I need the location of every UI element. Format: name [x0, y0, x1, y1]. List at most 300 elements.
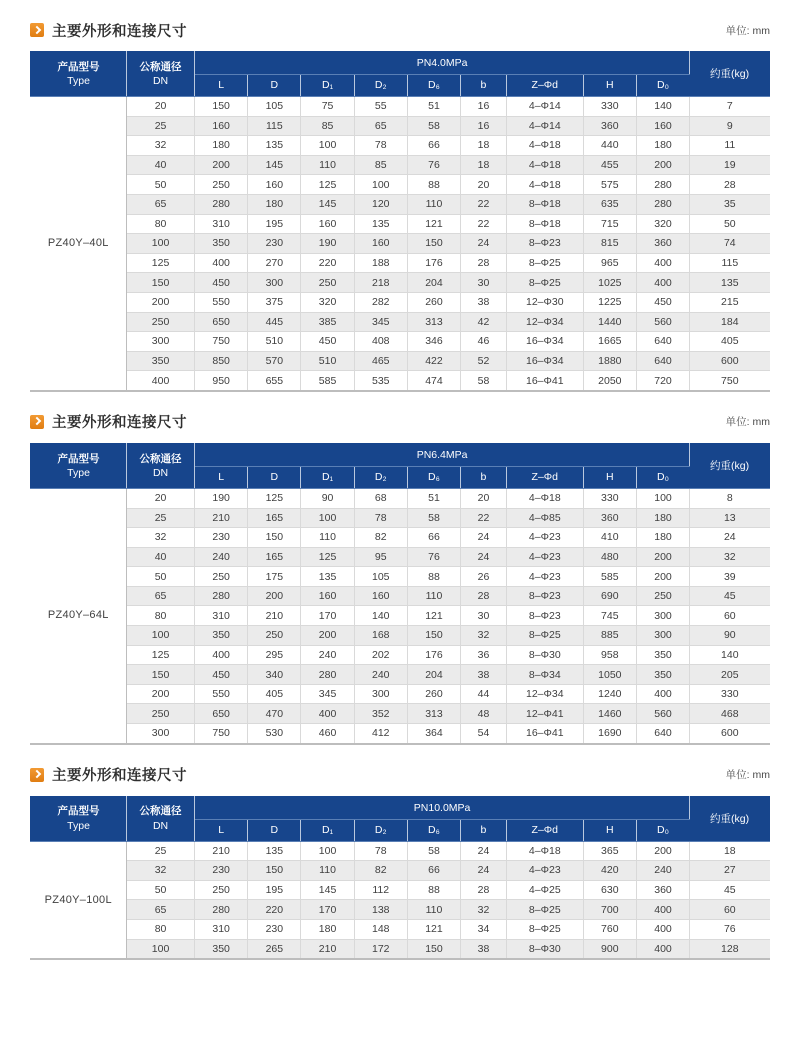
- table-head: [31, 796, 770, 841]
- cell-value: 28: [461, 586, 507, 606]
- cell-value: 190: [301, 234, 354, 254]
- header-type-en: Type: [67, 819, 90, 832]
- cell-dn: 40: [127, 155, 195, 175]
- cell-value: 240: [636, 861, 689, 881]
- cell-value: 204: [407, 273, 460, 293]
- cell-value: 360: [636, 880, 689, 900]
- cell-value: 400: [636, 253, 689, 273]
- cell-value: 175: [248, 567, 301, 587]
- cell-value: 8: [690, 488, 770, 508]
- cell-dn: 100: [127, 626, 195, 646]
- cell-dn: 150: [127, 273, 195, 293]
- cell-dn: 80: [127, 214, 195, 234]
- cell-value: 8–Φ30: [506, 645, 583, 665]
- cell-value: 510: [248, 332, 301, 352]
- cell-value: 95: [354, 547, 407, 567]
- header-table-spacer: [30, 436, 770, 443]
- cell-value: 135: [248, 841, 301, 861]
- cell-value: 640: [636, 724, 689, 743]
- table-row: [31, 488, 770, 508]
- cell-value: 8–Φ25: [506, 900, 583, 920]
- cell-value: 32: [461, 626, 507, 646]
- cell-value: 210: [195, 508, 248, 528]
- cell-value: 4–Φ23: [506, 861, 583, 881]
- table-row: [31, 194, 770, 214]
- cell-value: 100: [636, 488, 689, 508]
- cell-value: 11: [690, 136, 770, 156]
- cell-value: 150: [407, 234, 460, 254]
- cell-value: 50: [690, 214, 770, 234]
- cell-value: 400: [636, 920, 689, 940]
- header-dim-8: D₀: [636, 819, 689, 841]
- cell-value: 32: [461, 900, 507, 920]
- table-row: [31, 155, 770, 175]
- cell-value: 330: [690, 684, 770, 704]
- cell-value: 190: [195, 488, 248, 508]
- cell-value: 150: [195, 97, 248, 117]
- cell-value: 8–Φ25: [506, 626, 583, 646]
- cell-dn: 25: [127, 116, 195, 136]
- chevron-right-icon: [30, 23, 44, 37]
- cell-value: 230: [195, 861, 248, 881]
- cell-value: 1050: [583, 665, 636, 685]
- cell-value: 28: [690, 175, 770, 195]
- header-weight: 约重(kg): [690, 796, 770, 841]
- cell-value: 20: [461, 488, 507, 508]
- cell-value: 350: [195, 234, 248, 254]
- cell-value: 90: [690, 626, 770, 646]
- cell-value: 44: [461, 684, 507, 704]
- dimensions-table: [30, 51, 770, 390]
- cell-value: 745: [583, 606, 636, 626]
- cell-dn: 125: [127, 253, 195, 273]
- cell-value: 230: [248, 234, 301, 254]
- cell-value: 310: [195, 920, 248, 940]
- cell-value: 650: [195, 312, 248, 332]
- cell-value: 440: [583, 136, 636, 156]
- header-dim-7: H: [583, 75, 636, 97]
- header-dim-3: D₂: [354, 819, 407, 841]
- cell-value: 18: [461, 136, 507, 156]
- header-dim-4: D₆: [407, 819, 460, 841]
- cell-value: 128: [690, 939, 770, 958]
- cell-value: 90: [301, 488, 354, 508]
- cell-value: 74: [690, 234, 770, 254]
- cell-value: 24: [461, 547, 507, 567]
- cell-value: 655: [248, 371, 301, 390]
- table-body: [31, 488, 770, 742]
- cell-value: 280: [195, 194, 248, 214]
- cell-value: 48: [461, 704, 507, 724]
- cell-value: 450: [195, 273, 248, 293]
- header-table-spacer: [30, 44, 770, 51]
- cell-value: 16–Φ41: [506, 371, 583, 390]
- cell-value: 468: [690, 704, 770, 724]
- cell-value: 22: [461, 508, 507, 528]
- cell-value: 35: [690, 194, 770, 214]
- section-title: 主要外形和连接尺寸: [52, 23, 187, 40]
- cell-value: 585: [583, 567, 636, 587]
- cell-value: 160: [195, 116, 248, 136]
- cell-value: 460: [301, 724, 354, 743]
- cell-dn: 100: [127, 234, 195, 254]
- header-dim-5: b: [461, 75, 507, 97]
- cell-dn: 80: [127, 920, 195, 940]
- cell-value: 180: [195, 136, 248, 156]
- cell-value: 465: [354, 351, 407, 371]
- header-dn-en: DN: [152, 75, 169, 87]
- cell-value: 250: [636, 586, 689, 606]
- cell-value: 210: [248, 606, 301, 626]
- cell-value: 4–Φ18: [506, 155, 583, 175]
- cell-value: 885: [583, 626, 636, 646]
- cell-value: 8–Φ25: [506, 920, 583, 940]
- table-row: [31, 292, 770, 312]
- cell-value: 68: [354, 488, 407, 508]
- cell-dn: 65: [127, 900, 195, 920]
- cell-value: 470: [248, 704, 301, 724]
- cell-value: 28: [461, 880, 507, 900]
- cell-value: 4–Φ14: [506, 97, 583, 117]
- cell-dn: 80: [127, 606, 195, 626]
- cell-value: 400: [636, 939, 689, 958]
- cell-value: 170: [301, 606, 354, 626]
- cell-value: 168: [354, 626, 407, 646]
- header-dim-1: D: [248, 75, 301, 97]
- table-row: [31, 841, 770, 861]
- cell-value: 8–Φ25: [506, 253, 583, 273]
- cell-value: 300: [248, 273, 301, 293]
- cell-value: 100: [301, 841, 354, 861]
- cell-value: 30: [461, 606, 507, 626]
- cell-value: 16: [461, 116, 507, 136]
- cell-value: 320: [301, 292, 354, 312]
- cell-value: 180: [248, 194, 301, 214]
- cell-value: 330: [583, 488, 636, 508]
- header-dn: [127, 796, 195, 841]
- cell-value: 85: [301, 116, 354, 136]
- header-dim-0: L: [195, 75, 248, 97]
- cell-value: 4–Φ18: [506, 175, 583, 195]
- cell-value: 54: [461, 724, 507, 743]
- cell-dn: 150: [127, 665, 195, 685]
- cell-value: 9: [690, 116, 770, 136]
- cell-value: 135: [690, 273, 770, 293]
- cell-value: 350: [195, 939, 248, 958]
- cell-value: 172: [354, 939, 407, 958]
- header-dim-5: b: [461, 466, 507, 488]
- cell-value: 65: [354, 116, 407, 136]
- table-row: [31, 214, 770, 234]
- cell-dn: 400: [127, 371, 195, 390]
- cell-value: 230: [195, 528, 248, 548]
- cell-value: 78: [354, 508, 407, 528]
- cell-value: 360: [636, 234, 689, 254]
- cell-value: 100: [301, 508, 354, 528]
- cell-value: 38: [461, 665, 507, 685]
- cell-value: 1240: [583, 684, 636, 704]
- header-dim-7: H: [583, 819, 636, 841]
- cell-value: 700: [583, 900, 636, 920]
- cell-value: 345: [354, 312, 407, 332]
- table-row: [31, 704, 770, 724]
- cell-value: 8–Φ25: [506, 273, 583, 293]
- cell-value: 350: [636, 645, 689, 665]
- cell-value: 570: [248, 351, 301, 371]
- cell-value: 27: [690, 861, 770, 881]
- cell-dn: 20: [127, 488, 195, 508]
- cell-value: 19: [690, 155, 770, 175]
- cell-value: 720: [636, 371, 689, 390]
- cell-value: 115: [690, 253, 770, 273]
- cell-value: 34: [461, 920, 507, 940]
- cell-value: 38: [461, 292, 507, 312]
- cell-value: 26: [461, 567, 507, 587]
- cell-value: 575: [583, 175, 636, 195]
- header-table-spacer: [30, 789, 770, 796]
- section-header: [30, 761, 770, 789]
- cell-value: 195: [248, 880, 301, 900]
- cell-value: 200: [636, 547, 689, 567]
- cell-value: 600: [690, 351, 770, 371]
- cell-value: 8–Φ30: [506, 939, 583, 958]
- table-head: [31, 443, 770, 488]
- cell-value: 60: [690, 606, 770, 626]
- cell-value: 120: [354, 194, 407, 214]
- header-pressure-rating: PN10.0MPa: [195, 796, 690, 819]
- table-row: [31, 508, 770, 528]
- cell-value: 4–Φ23: [506, 528, 583, 548]
- cell-value: 121: [407, 606, 460, 626]
- cell-value: 280: [195, 586, 248, 606]
- cell-value: 510: [301, 351, 354, 371]
- cell-dn: 50: [127, 175, 195, 195]
- cell-value: 250: [195, 880, 248, 900]
- table-row: [31, 665, 770, 685]
- header-pressure-rating: PN6.4MPa: [195, 443, 690, 466]
- cell-value: 82: [354, 528, 407, 548]
- cell-value: 110: [301, 861, 354, 881]
- cell-value: 1225: [583, 292, 636, 312]
- cell-value: 282: [354, 292, 407, 312]
- header-dim-3: D₂: [354, 466, 407, 488]
- cell-value: 16–Φ34: [506, 351, 583, 371]
- table-bottom-rule: [30, 958, 770, 960]
- table-row: [31, 116, 770, 136]
- cell-dn: 100: [127, 939, 195, 958]
- cell-value: 230: [248, 920, 301, 940]
- header-dim-1: D: [248, 819, 301, 841]
- cell-value: 300: [636, 606, 689, 626]
- cell-value: 330: [583, 97, 636, 117]
- cell-value: 958: [583, 645, 636, 665]
- cell-value: 165: [248, 547, 301, 567]
- cell-value: 138: [354, 900, 407, 920]
- header-dim-2: D₁: [301, 466, 354, 488]
- cell-value: 160: [301, 586, 354, 606]
- cell-value: 200: [248, 586, 301, 606]
- cell-value: 750: [195, 724, 248, 743]
- section-spacer: [30, 392, 770, 408]
- cell-dn: 50: [127, 567, 195, 587]
- cell-value: 8–Φ34: [506, 665, 583, 685]
- cell-value: 240: [195, 547, 248, 567]
- cell-value: 360: [583, 116, 636, 136]
- cell-value: 1880: [583, 351, 636, 371]
- table-row: [31, 528, 770, 548]
- table-row: [31, 567, 770, 587]
- dimensions-table: [30, 443, 770, 743]
- section-header: [30, 16, 770, 44]
- header-pressure-rating: PN4.0MPa: [195, 52, 690, 75]
- cell-value: 4–Φ85: [506, 508, 583, 528]
- cell-dn: 32: [127, 528, 195, 548]
- cell-dn: 65: [127, 194, 195, 214]
- cell-value: 46: [461, 332, 507, 352]
- cell-value: 220: [301, 253, 354, 273]
- header-dim-6: Z–Φd: [506, 466, 583, 488]
- cell-value: 260: [407, 292, 460, 312]
- cell-value: 125: [301, 547, 354, 567]
- cell-value: 346: [407, 332, 460, 352]
- cell-value: 280: [636, 194, 689, 214]
- cell-value: 950: [195, 371, 248, 390]
- cell-value: 200: [636, 155, 689, 175]
- table-row: [31, 606, 770, 626]
- cell-product-type: PZ40Y–100L: [31, 841, 127, 958]
- unit-note: 单位: mm: [725, 769, 770, 782]
- table-row: [31, 939, 770, 958]
- cell-value: 24: [690, 528, 770, 548]
- cell-value: 260: [407, 684, 460, 704]
- cell-value: 82: [354, 861, 407, 881]
- cell-value: 88: [407, 880, 460, 900]
- cell-value: 350: [195, 626, 248, 646]
- table-row: [31, 371, 770, 390]
- header-dim-0: L: [195, 819, 248, 841]
- section-header-left: [30, 20, 726, 41]
- cell-value: 2050: [583, 371, 636, 390]
- cell-value: 75: [301, 97, 354, 117]
- table-row: [31, 136, 770, 156]
- cell-value: 400: [636, 684, 689, 704]
- cell-value: 400: [195, 253, 248, 273]
- cell-product-type: PZ40Y–40L: [31, 97, 127, 390]
- table-row: [31, 273, 770, 293]
- table-row: [31, 586, 770, 606]
- cell-value: 310: [195, 606, 248, 626]
- table-row: [31, 724, 770, 743]
- cell-value: 205: [690, 665, 770, 685]
- cell-value: 121: [407, 214, 460, 234]
- cell-value: 4–Φ18: [506, 488, 583, 508]
- cell-value: 8–Φ23: [506, 234, 583, 254]
- cell-value: 760: [583, 920, 636, 940]
- cell-value: 125: [248, 488, 301, 508]
- cell-value: 600: [690, 724, 770, 743]
- cell-value: 52: [461, 351, 507, 371]
- header-dim-5: b: [461, 819, 507, 841]
- cell-value: 160: [354, 234, 407, 254]
- cell-value: 12–Φ34: [506, 684, 583, 704]
- header-row-top: [31, 52, 770, 75]
- header-dim-0: L: [195, 466, 248, 488]
- cell-value: 45: [690, 586, 770, 606]
- cell-value: 66: [407, 861, 460, 881]
- cell-value: 160: [636, 116, 689, 136]
- cell-value: 88: [407, 175, 460, 195]
- cell-value: 200: [301, 626, 354, 646]
- spec-section: [30, 16, 770, 408]
- chevron-right-icon: [30, 768, 44, 782]
- section-title: 主要外形和连接尺寸: [52, 415, 187, 432]
- cell-value: 24: [461, 528, 507, 548]
- cell-value: 270: [248, 253, 301, 273]
- cell-value: 24: [461, 841, 507, 861]
- header-type-cn: 产品型号: [57, 60, 100, 73]
- cell-value: 250: [195, 567, 248, 587]
- cell-value: 160: [354, 586, 407, 606]
- table-row: [31, 351, 770, 371]
- cell-value: 36: [461, 645, 507, 665]
- cell-value: 105: [248, 97, 301, 117]
- table-row: [31, 645, 770, 665]
- cell-value: 121: [407, 920, 460, 940]
- cell-value: 560: [636, 312, 689, 332]
- cell-value: 240: [301, 645, 354, 665]
- table-row: [31, 900, 770, 920]
- cell-value: 16: [461, 97, 507, 117]
- cell-dn: 125: [127, 645, 195, 665]
- header-weight: 约重(kg): [690, 443, 770, 488]
- cell-value: 480: [583, 547, 636, 567]
- cell-value: 650: [195, 704, 248, 724]
- cell-value: 150: [407, 939, 460, 958]
- cell-dn: 250: [127, 704, 195, 724]
- cell-value: 160: [301, 214, 354, 234]
- cell-value: 60: [690, 900, 770, 920]
- cell-value: 750: [195, 332, 248, 352]
- spec-section: [30, 408, 770, 761]
- cell-value: 350: [636, 665, 689, 685]
- header-row-top: [31, 796, 770, 819]
- cell-value: 405: [690, 332, 770, 352]
- table-row: [31, 175, 770, 195]
- cell-value: 110: [407, 900, 460, 920]
- cell-value: 450: [195, 665, 248, 685]
- cell-dn: 50: [127, 880, 195, 900]
- cell-value: 313: [407, 704, 460, 724]
- header-dn: [127, 52, 195, 97]
- cell-value: 170: [301, 900, 354, 920]
- header-weight: 约重(kg): [690, 52, 770, 97]
- cell-dn: 200: [127, 292, 195, 312]
- cell-value: 4–Φ23: [506, 547, 583, 567]
- cell-value: 100: [301, 136, 354, 156]
- cell-value: 12–Φ30: [506, 292, 583, 312]
- cell-value: 1440: [583, 312, 636, 332]
- cell-value: 55: [354, 97, 407, 117]
- cell-value: 18: [461, 155, 507, 175]
- cell-value: 352: [354, 704, 407, 724]
- header-dn-cn: 公称通径: [139, 805, 182, 818]
- cell-value: 51: [407, 97, 460, 117]
- cell-value: 965: [583, 253, 636, 273]
- cell-value: 400: [301, 704, 354, 724]
- cell-value: 210: [195, 841, 248, 861]
- cell-value: 140: [690, 645, 770, 665]
- cell-value: 150: [407, 626, 460, 646]
